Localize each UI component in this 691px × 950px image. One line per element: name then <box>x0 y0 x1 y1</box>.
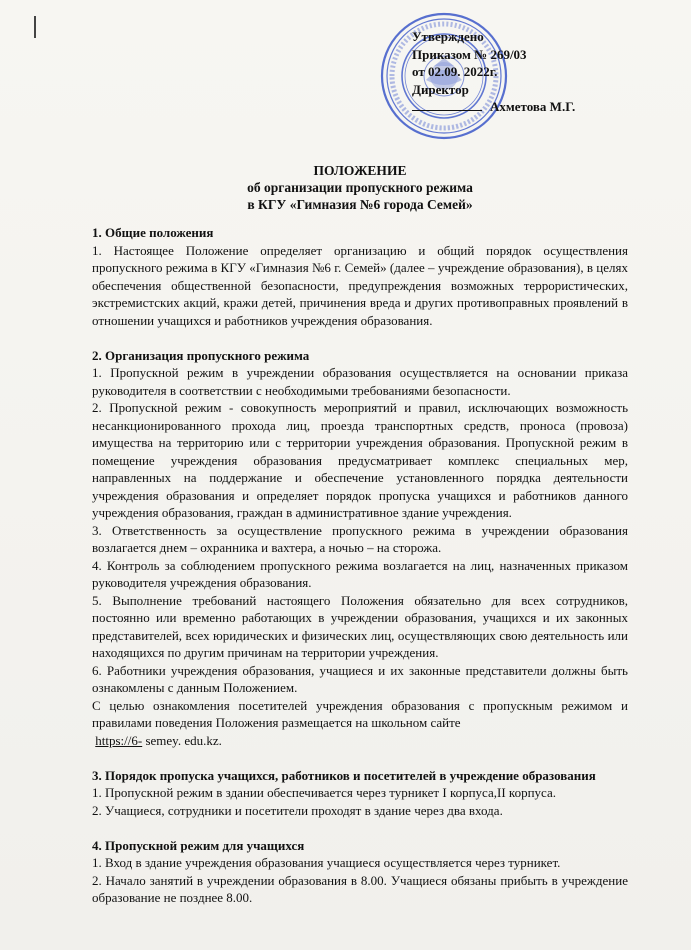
section-2-paragraph-4: 4. Контроль за соблюдением пропускного режима возлагается на лиц, назначенных приказом руководителя учреждения образования. <box>92 557 628 590</box>
section-2-paragraph-3: 3. Ответственность за осуществление пропускного режима в учреждении образования возлагается днем – охранника и вахтера, а ночью – на сторожа. <box>92 522 628 555</box>
section-2-paragraph-7: С целью ознакомления посетителей учреждения образования с пропускным режимом и правилами поведения Положения размещается на школьном сайте <box>92 697 628 730</box>
school-website-link[interactable]: https://6- <box>95 732 143 748</box>
section-2-heading: 2. Организация пропускного режима <box>92 347 310 363</box>
section-2-paragraph-6: 6. Работники учреждения образования, учащиеся и их законные представители должны быть ознакомлены с данным Положением. <box>92 662 628 695</box>
approval-approved: Утверждено <box>412 29 484 44</box>
section-2-paragraph-2: 2. Пропускной режим - совокупность мероприятий и правил, исключающих возможность несанкционированного прохода лиц, проезда транспортных средств, проноса (провоза) имущества на территорию или с территории учреждения образования. Пропускной режим в помещение учреждения образования предусматривает комплекс специальных мер, направленных на поддержание и обеспечение установленного порядка деятельности учреждения образования и определяет порядок пропуска учащихся и работников данного учреждения образования, граждан в административное здание учреждения. <box>92 400 628 520</box>
director-signature-row <box>412 98 575 116</box>
section-4-paragraph-1: 1. Вход в здание учреждения образования учащиеся осуществляется через турникет. <box>92 855 561 870</box>
approval-block <box>412 28 575 116</box>
director-name: Ахметова М.Г. <box>490 99 576 114</box>
section-1-heading: 1. Общие положения <box>92 225 214 240</box>
section-3-heading: 3. Порядок пропуска учащихся, работников и посетителей в учреждение образования <box>92 767 596 783</box>
signature-line <box>412 110 482 111</box>
website-tail: semey. edu.kz. <box>142 732 222 748</box>
section-1-paragraph-1: 1. Настоящее Положение определяет организацию и общий порядок осуществления пропускного режима в КГУ «Гимназия №6 г. Семей» (далее – учреждение образования), в целях обеспечения общественной безопасности, предупреждения возможных террористических, экстремистских акций, кражи детей, причинения вреда и других противоправных проявлений в отношении учащихся и работников учреждения образования. <box>92 242 628 328</box>
section-3-paragraph-1: 1. Пропускной режим в здании обеспечивается через турникет I корпуса,II корпуса. <box>92 785 556 800</box>
document-body <box>92 224 628 907</box>
website-line <box>92 732 628 750</box>
approval-order-date: от 02.09. 2022г. <box>412 64 498 79</box>
section-2-paragraph-5: 5. Выполнение требований настоящего Положения обязательно для всех сотрудников, постоянно или временно работающих в учреждении образования, учащихся и их законных представителей, всех юридических и физических лиц, осуществляющих свою деятельность или находящихся по другим причинам на территории учреждения. <box>92 592 628 660</box>
document-title <box>80 162 640 213</box>
title-line-3: в КГУ «Гимназия №6 города Семей» <box>247 197 473 212</box>
title-line-1: ПОЛОЖЕНИЕ <box>313 163 407 178</box>
approval-position: Директор <box>412 81 469 97</box>
approval-order-number: Приказом № 269/03 <box>412 46 527 62</box>
section-4-paragraph-2: 2. Начало занятий в учреждении образования в 8.00. Учащиеся обязаны прибыть в учреждение образование не позднее 8.00. <box>92 872 628 905</box>
title-line-2: об организации пропускного режима <box>247 180 473 195</box>
section-2-paragraph-1: 1. Пропускной режим в учреждении образования осуществляется на основании приказа руководителя в соответствии с необходимыми требованиями безопасности. <box>92 365 628 398</box>
section-4-heading: 4. Пропускной режим для учащихся <box>92 837 305 853</box>
margin-mark <box>34 16 36 38</box>
section-3-paragraph-2: 2. Учащиеся, сотрудники и посетители проходят в здание через два входа. <box>92 802 503 818</box>
